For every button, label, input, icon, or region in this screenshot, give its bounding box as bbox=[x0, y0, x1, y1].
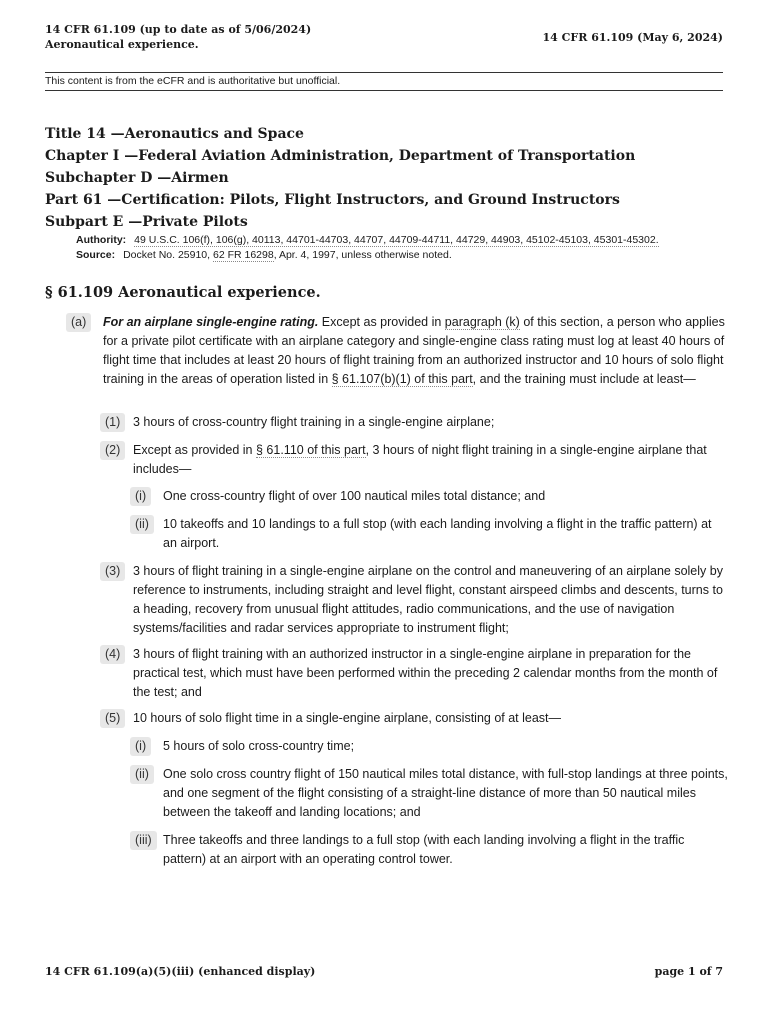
paragraph-a-3: 3 hours of flight training in a single-engine airplane on the control and maneuvering of an airplane solely by reference to instruments, including straight and level flight, constant airspeed climbs and descents, turns to a heading, recovery from unusual flight attitudes, radio communications, and the use of navigation systems/facilities and radar services appropriate to instrument flight; bbox=[133, 564, 723, 635]
header-subject: Aeronautical experience. bbox=[45, 38, 199, 51]
authority-citations-link[interactable]: 49 U.S.C. 106(f), 106(g), 40113, 44701-44703, 44707, 44709-44711, 44729, 44903, 45102-45103, 45301-45302. bbox=[134, 234, 659, 246]
paragraph-a-2 bbox=[133, 441, 728, 479]
paragraph-a-heading: For an airplane single-engine rating. bbox=[103, 315, 319, 329]
federal-register-link[interactable]: 62 FR 16298 bbox=[212, 249, 274, 261]
paragraph-a-2-text-2: , 3 hours of night flight training in a single-engine airplane that includes— bbox=[133, 443, 707, 476]
paragraph-a bbox=[103, 313, 728, 389]
hierarchy-chapter: Chapter I —Federal Aviation Administration, Department of Transportation bbox=[45, 148, 636, 164]
paragraph-label-5-i[interactable]: (i) bbox=[130, 737, 151, 756]
paragraph-a-text-2: of this section, a person who applies for a private pilot certificate with an airplane category and single-engine class rating must log at least 40 hours of flight time that includes at least 20 hours of flight training from an authorized instructor and 10 hours of solo flight training in the areas of operation listed in bbox=[103, 315, 725, 386]
paragraph-label-3[interactable]: (3) bbox=[100, 562, 125, 581]
notice-text: This content is from the eCFR and is authoritative but unofficial. bbox=[45, 75, 341, 87]
source-label: Source: bbox=[76, 249, 116, 261]
source-text-post: , Apr. 4, 1997, unless otherwise noted. bbox=[273, 249, 452, 261]
header-citation: 14 CFR 61.109 (up to date as of 5/06/2024) bbox=[45, 23, 312, 36]
header-date: 14 CFR 61.109 (May 6, 2024) bbox=[542, 31, 723, 44]
footer-citation: 14 CFR 61.109(a)(5)(iii) (enhanced display) bbox=[45, 965, 316, 978]
page-number: page 1 of 7 bbox=[654, 965, 723, 978]
paragraph-label-5-ii[interactable]: (ii) bbox=[130, 765, 154, 784]
paragraph-a-5-i: 5 hours of solo cross-country time; bbox=[163, 739, 355, 753]
paragraph-a-4: 3 hours of flight training with an authorized instructor in a single-engine airplane in preparation for the practical test, which must have been performed within the preceding 2 calendar months from the month of the test; and bbox=[133, 647, 718, 699]
source-line bbox=[76, 248, 736, 263]
paragraph-a-2-ii: 10 takeoffs and 10 landings to a full stop (with each landing involving a flight in the traffic pattern) at an airport. bbox=[163, 517, 712, 550]
hierarchy-subchapter: Subchapter D —Airmen bbox=[45, 170, 229, 186]
paragraph-a-2-i: One cross-country flight of over 100 nautical miles total distance; and bbox=[163, 489, 546, 503]
authority-label: Authority: bbox=[76, 234, 127, 246]
authority-line bbox=[76, 233, 736, 248]
paragraph-label-1[interactable]: (1) bbox=[100, 413, 125, 432]
paragraph-a-5: 10 hours of solo flight time in a single-engine airplane, consisting of at least— bbox=[133, 711, 562, 725]
hierarchy-subpart: Subpart E —Private Pilots bbox=[45, 214, 248, 230]
paragraph-a-text-1: Except as provided in bbox=[318, 315, 445, 329]
paragraph-label-a[interactable]: (a) bbox=[66, 313, 91, 332]
paragraph-a-2-text-1: Except as provided in bbox=[133, 443, 256, 457]
paragraph-label-2-ii[interactable]: (ii) bbox=[130, 515, 154, 534]
paragraph-a-5-iii: Three takeoffs and three landings to a full stop (with each landing involving a flight in the traffic pattern) at an airport with an operating control tower. bbox=[163, 833, 685, 866]
paragraph-a-text-3: , and the training must include at least— bbox=[472, 372, 696, 386]
section-61-110-link[interactable]: § 61.110 of this part bbox=[256, 443, 366, 457]
authority-source-block bbox=[76, 233, 736, 263]
paragraph-label-5[interactable]: (5) bbox=[100, 709, 125, 728]
paragraph-label-2[interactable]: (2) bbox=[100, 441, 125, 460]
paragraph-a-1: 3 hours of cross-country flight training in a single-engine airplane; bbox=[133, 415, 495, 429]
paragraph-label-5-iii[interactable]: (iii) bbox=[130, 831, 157, 850]
paragraph-k-link[interactable]: paragraph (k) bbox=[444, 315, 520, 329]
source-text-pre: Docket No. 25910, bbox=[123, 249, 213, 261]
paragraph-a-5-ii: One solo cross country flight of 150 nautical miles total distance, with full-stop landings at three points, and one segment of the flight consisting of a straight-line distance of more than 50 nautical miles between the takeoff and landing locations; and bbox=[163, 767, 728, 819]
notice-banner bbox=[45, 72, 723, 91]
hierarchy-part: Part 61 —Certification: Pilots, Flight Instructors, and Ground Instructors bbox=[45, 192, 620, 208]
section-heading: § 61.109 Aeronautical experience. bbox=[45, 284, 321, 301]
paragraph-label-4[interactable]: (4) bbox=[100, 645, 125, 664]
page-header-left bbox=[45, 22, 311, 52]
hierarchy-title: Title 14 —Aeronautics and Space bbox=[45, 126, 304, 142]
paragraph-label-2-i[interactable]: (i) bbox=[130, 487, 151, 506]
hierarchy-block bbox=[45, 123, 635, 233]
section-61-107-link[interactable]: § 61.107(b)(1) of this part bbox=[331, 372, 473, 386]
